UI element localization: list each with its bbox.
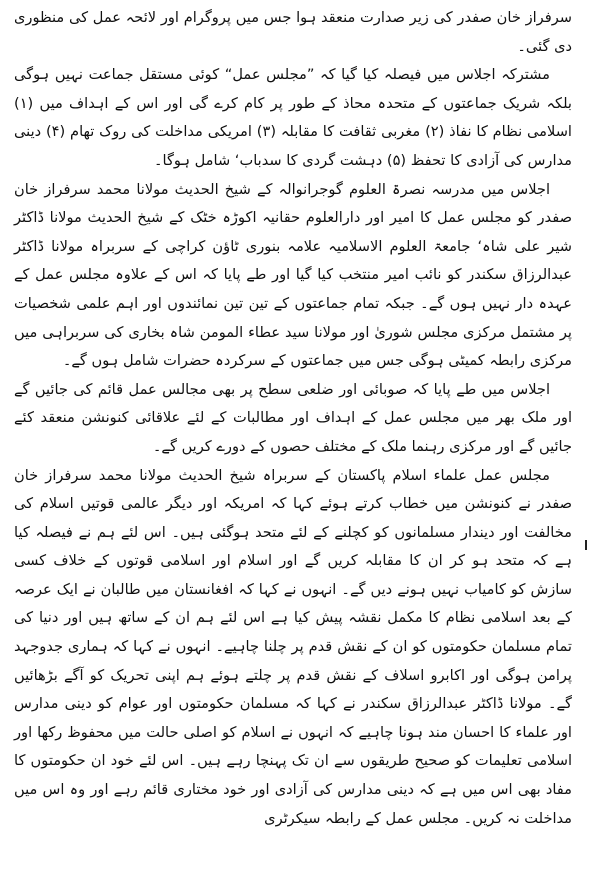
paragraph-continuation: سرفراز خان صفدر کی زیر صدارت منعقد ہوا جس میں پروگرام اور لائحہ عمل کی منظوری دی گئی۔	[14, 9, 572, 55]
paragraph-convention-speeches: مجلس عمل علماء اسلام پاکستان کے سربراہ شیخ الحدیث مولانا محمد سرفراز خان صفدر نے کنونشن میں خطاب کرتے ہوئے کہا کہ امریکہ اور دیگر عالمی قوتیں اسلام کی مخالفت اور دیندار مسلمانوں کو کچلنے کے لئے متحد ہوگئی ہیں۔ اس لئے ہم نے فیصلہ کیا ہے کہ متحد ہو کر ان کا مقابلہ کریں گے اور اسلام اور اسلامی قوتوں کے خلاف کسی سازش کو کامیاب نہیں ہونے دیں گے۔ انہوں نے کہا کہ افغانستان میں طالبان نے ایک عرصہ کے بعد اسلامی نظام کا مکمل نقشہ پیش کیا ہے اس لئے ہم ان کے ساتھ ہیں اور دنیا کی تمام مسلمان حکومتوں کو ان کے نقش قدم پر چلنا چاہیے۔ انہوں نے کہا کہ ہماری جدوجہد پرامن ہوگی اور اکابرو اسلاف کے نقش قدم پر چلتے ہوئے ہم اپنی تحریک کو آگے بڑھائیں گے۔ مولانا ڈاکٹر عبدالرزاق سکندر نے کہا کہ مسلمان حکومتوں اور عوام کو دینی مدارس اور علماء کا احسان مند ہونا چاہیے کہ انہوں نے اسلام کو اصلی حالت میں محفوظ رکھا اور اسلامی تعلیمات کو صحیح طریقوں سے ان تک پہنچا رہے ہیں۔ اس لئے خود ان حکومتوں کا مفاد بھی اس میں ہے کہ دینی مدارس کی آزادی اور خود مختاری قائم رہے اور وہ اس میں مداخلت نہ کریں۔ مجلس عمل کے رابطہ سیکرٹری	[14, 466, 572, 827]
paragraph-joint-meeting-goals: مشترکہ اجلاس میں فیصلہ کیا گیا کہ ”مجلس عمل“ کوئی مستقل جماعت نہیں ہوگی بلکہ شریک جماعتوں کے متحدہ محاذ کے طور پر کام کرے گی اور اس کے اہداف میں (۱) اسلامی نظام کا نفاذ (۲) مغربی ثقافت کا مقابلہ (۳) امریکی مداخلت کی روک تھام (۴) دینی مدارس کی آزادی کا تحفظ (۵) دہشت گردی کا سدباب‘ شامل ہوگا۔	[14, 66, 572, 169]
paragraph-office-bearers: اجلاس میں مدرسہ نصرۃ العلوم گوجرانوالہ کے شیخ الحدیث مولانا محمد سرفراز خان صفدر کو مجلس عمل کا امیر اور دارالعلوم حقانیہ اکوڑہ خٹک کے شیخ الحدیث مولانا ڈاکٹر شیر علی شاہ‘ جامعۃ العلوم الاسلامیہ علامہ بنوری ٹاؤن کراچی کے سربراہ مولانا ڈاکٹر عبدالرزاق سکندر کو نائب امیر منتخب کیا گیا اور طے پایا کہ اس کے علاوہ مجلس عمل کے عہدہ دار نہیں ہوں گے۔ جبکہ تمام جماعتوں کے تین تین نمائندوں اور اہم علمی شخصیات پر مشتمل مرکزی مجلس شوریٰ اور مولانا سید عطاء المومن شاہ بخاری کی سربراہی میں مرکزی رابطہ کمیٹی ہوگی جس میں جماعتوں کے سرکردہ حضرات شامل ہوں گے۔	[14, 180, 572, 370]
paragraph-provincial-councils: اجلاس میں طے پایا کہ صوبائی اور ضلعی سطح پر بھی مجالس عمل قائم کی جائیں گے اور ملک بھر میں مجلس عمل کے اہداف اور مطالبات کے لئے علاقائی کنونشن منعقد کئے جائیں گے اور مرکزی رہنما ملک کے مختلف حصوں کے دورے کریں گے۔	[14, 380, 572, 455]
scan-edge-mark	[585, 540, 587, 550]
